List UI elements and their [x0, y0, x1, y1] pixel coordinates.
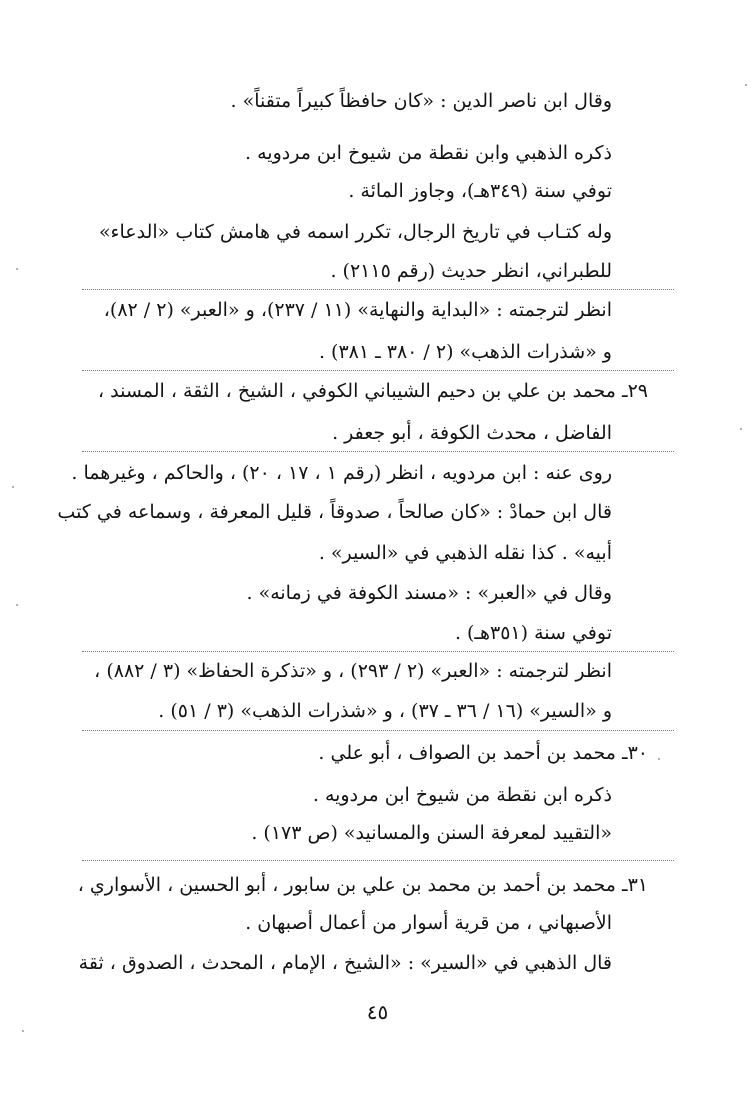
entry-heading: ٣١ـ محمد بن أحمد بن محمد بن علي بن سابور ، أبو الحسين ، الأسواري ، — [77, 874, 648, 896]
text-line: وقال في «العبر» : «مسند الكوفة في زمانه» . — [246, 582, 612, 604]
text-line: للطبراني، انظر حديث (رقم ٢١١٥) . — [330, 260, 612, 282]
text-line: ذكره ابن نقطة من شيوخ ابن مردويه . — [312, 784, 612, 806]
text-line: الأصبهاني ، من قرية أسوار من أعمال أصبهان . — [245, 912, 612, 934]
text-line: أبيه» . كذا نقله الذهبي في «السير» . — [318, 542, 612, 564]
text-line: انظر لترجمته : «العبر» (٢ / ٢٩٣) ، و «تذكرة الحفاظ» (٣ / ٨٨٢) ، — [94, 660, 612, 682]
text-line: ذكره الذهبي وابن نقطة من شيوخ ابن مردويه . — [245, 142, 612, 164]
text-line: «التقييد لمعرفة السنن والمسانيد» (ص ١٧٣) . — [251, 822, 612, 844]
section-divider — [82, 730, 674, 731]
text-line: وله كتـاب في تاريخ الرجال، تكرر اسمه في هامش كتاب «الدعاء» — [98, 221, 612, 243]
text-line: و «السير» (١٦ / ٣٦ ـ ٣٧) ، و «شذرات الذهب» (٣ / ٥١) . — [158, 700, 612, 722]
text-line: قال الذهبي في «السير» : «الشيخ ، الإمام ، المحدث ، الصدوق ، ثقة — [78, 952, 612, 974]
text-line: و «شذرات الذهب» (٢ / ٣٨٠ ـ ٣٨١) . — [318, 341, 612, 363]
text-line: انظر لترجمته : «البداية والنهاية» (١١ / ٢٣٧)، و «العبر» (٢ / ٨٢)، — [103, 299, 612, 321]
scan-speck — [740, 428, 742, 430]
entry-heading: ٣٠ـ محمد بن أحمد بن الصواف ، أبو علي . — [318, 742, 648, 764]
scan-speck — [16, 604, 18, 606]
section-divider — [82, 370, 674, 371]
section-divider — [82, 289, 674, 290]
text-line: توفي سنة (٣٥١هـ) . — [454, 622, 612, 644]
scan-speck — [22, 1030, 24, 1032]
scan-speck — [745, 84, 747, 86]
text-line: وقال ابن ناصر الدين : «كان حافظاً كبيراً متقناً» . — [230, 90, 612, 112]
text-line: توفي سنة (٣٤٩هـ)، وجاوز المائة . — [348, 180, 612, 202]
section-divider — [82, 451, 674, 452]
text-line: قال ابن حمادْ : «كان صالحاً ، صدوقاً ، قليل المعرفة ، وسماعه في كتب — [57, 501, 612, 523]
scan-speck — [16, 268, 18, 270]
text-line: الفاضل ، محدث الكوفة ، أبو جعفر . — [332, 422, 612, 444]
scan-speck — [12, 486, 14, 488]
scan-speck — [658, 758, 660, 760]
entry-heading: ٢٩ـ محمد بن علي بن دحيم الشيباني الكوفي ، الشيخ ، الثقة ، المسند ، — [97, 380, 648, 402]
text-line: روى عنه : ابن مردويه ، انظر (رقم ١ ، ١٧ ، ٢٠) ، والحاكم ، وغيرهما . — [71, 462, 612, 484]
section-divider — [82, 651, 674, 652]
page-number: ٤٥ — [366, 1000, 389, 1024]
section-divider — [82, 860, 674, 861]
